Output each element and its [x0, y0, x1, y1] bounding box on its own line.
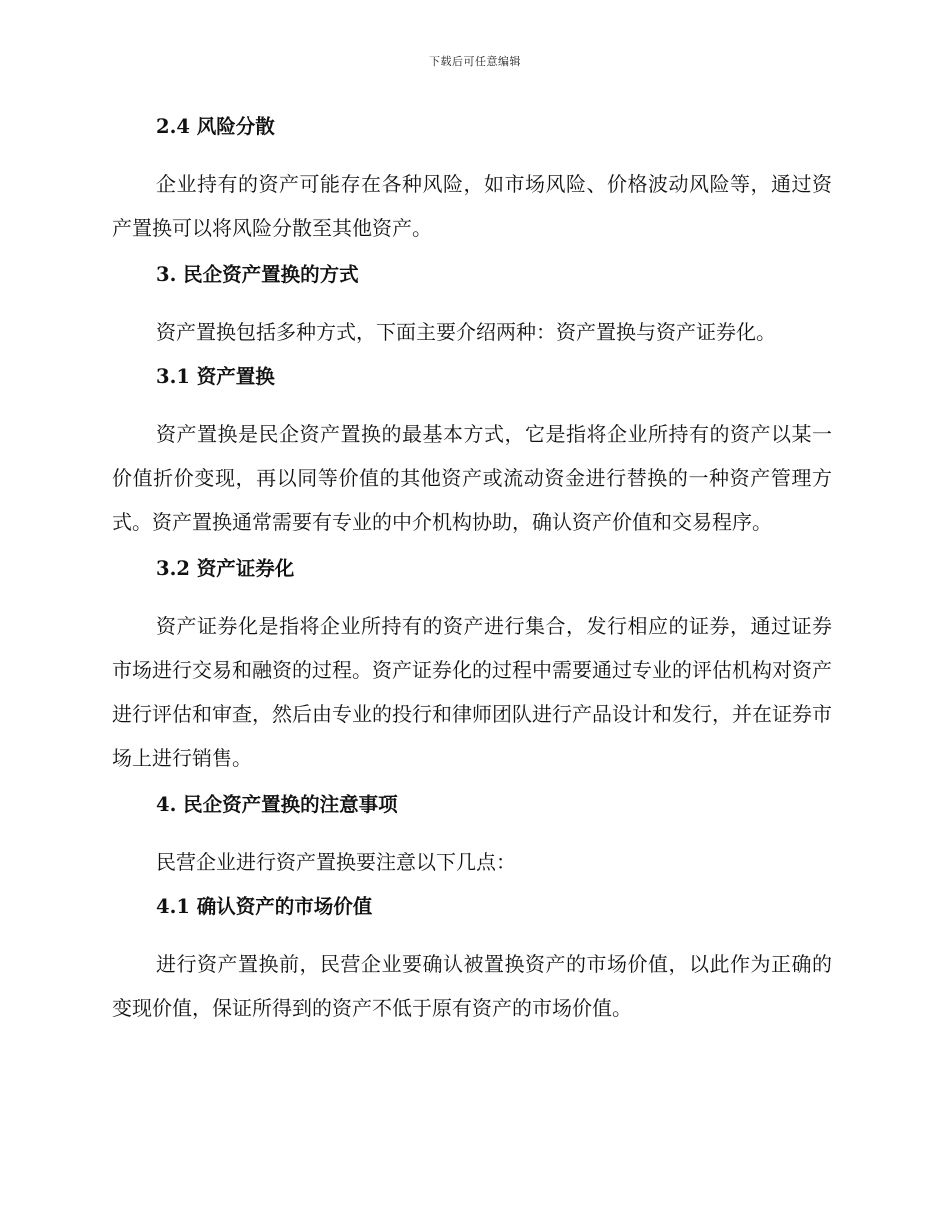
- paragraph: 资产置换是民企资产置换的最基本方式，它是指将企业所持有的资产以某一价值折价变现，再以同等价值的其他资产或流动资金进行替换的一种资产管理方式。资产置换通常需要有专业的中介机构协助，确认资产价值和交易程序。: [112, 422, 832, 534]
- section-heading: 3.1 资产置换: [156, 365, 275, 388]
- document-body: [112, 110, 832, 1038]
- paragraph: 资产置换包括多种方式，下面主要介绍两种：资产置换与资产证券化。: [156, 320, 776, 344]
- paragraph: 企业持有的资产可能存在各种风险，如市场风险、价格波动风险等，通过资产置换可以将风险分散至其他资产。: [112, 172, 832, 240]
- paragraph: 民营企业进行资产置换要注意以下几点：: [156, 850, 516, 874]
- section-heading: 3. 民企资产置换的方式: [156, 263, 359, 286]
- paragraph: 资产证券化是指将企业所持有的资产进行集合，发行相应的证券，通过证券市场进行交易和融资的过程。资产证券化的过程中需要通过专业的评估机构对资产进行评估和审查，然后由专业的投行和律师团队进行产品设计和发行，并在证券市场上进行销售。: [112, 614, 832, 770]
- section-heading: 3.2 资产证券化: [156, 557, 295, 580]
- page-header: 下载后可任意编辑: [429, 55, 521, 68]
- section-heading: 4. 民企资产置换的注意事项: [156, 793, 398, 816]
- section-heading: 2.4 风险分散: [156, 115, 275, 138]
- section-heading: 4.1 确认资产的市场价值: [156, 895, 373, 918]
- paragraph: 进行资产置换前，民营企业要确认被置换资产的市场价值，以此作为正确的变现价值，保证所得到的资产不低于原有资产的市场价值。: [112, 952, 832, 1020]
